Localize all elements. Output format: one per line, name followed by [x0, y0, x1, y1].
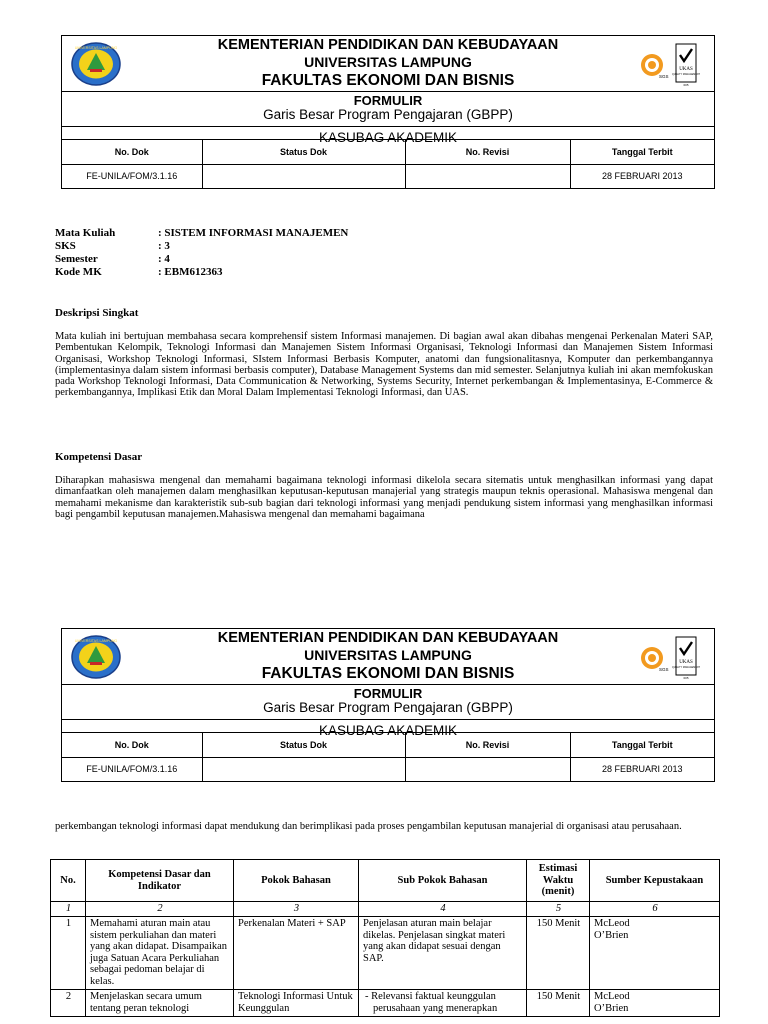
val-no-revisi — [405, 757, 570, 781]
form-title: Garis Besar Program Pengajaran (GBPP) — [62, 107, 714, 127]
course-info — [55, 227, 348, 279]
document-info-table — [62, 140, 714, 188]
table-row: 1 Memahami aturan main atau sistem perkuliahan dan materi yang akan didapat. Disampaikan juga Satuan Acara Perkuliahan sebagai pedoman belajar di kelas. Perkenalan Materi + SAP Penjelasan aturan main belajar dikelas. Penjelasan singkat materi yang akan didapat sesuai dengan SAP. 150 Menit McLeod O’Brien — [51, 917, 720, 990]
gbpp-table — [50, 859, 720, 1017]
th-sumber-kepustakaan: Sumber Kepustakaan — [590, 860, 720, 902]
document-header-1 — [61, 35, 715, 189]
svg-text:UNIVERSITAS LAMPUNG: UNIVERSITAS LAMPUNG — [74, 46, 118, 50]
course-row: Mata Kuliah : SISTEM INFORMASI MANAJEMEN — [55, 227, 349, 239]
col-no-revisi: No. Revisi — [405, 733, 570, 757]
th-kompetensi: Kompetensi Dasar dan Indikator — [86, 860, 234, 902]
column-number-row: 1 2 3 4 5 6 — [51, 902, 720, 917]
ministry-title: KEMENTERIAN PENDIDIKAN DAN KEBUDAYAAN — [217, 630, 559, 646]
svg-text:UKAS: UKAS — [679, 67, 693, 72]
unit-title: KASUBAG AKADEMIK — [318, 723, 458, 738]
form-label: FORMULIR — [353, 93, 423, 108]
val-tanggal-terbit: 28 FEBRUARI 2013 — [570, 164, 714, 188]
th-no: No. — [51, 860, 86, 902]
deskripsi-text: Mata kuliah ini bertujuan membahasa secara komprehensif sistem Informasi manajemen. Di bagian awal akan dibahas mengenai Perkenalan Materi SAP, Pembentukan Kelompik, Teknologi Informasi dan Manajemen Sistem Informasi Organisasi, Teknologi Informasi dan Manajemen Sistem Informasi Organisasi, Workshop Teknologi Informasi, SIstem Informasi Berbasis Komputer, anatomi dan fungsionalitasnya, Komputer dan perkembangannya (implementasinya dalam sistem informasi berbasis computer), Database Management Systems dan mid semester. Selanjutnya kuliah ini akan memfokuskan pada Workshop Teknologi Informasi, Data Communication & Networking, Systems Security, Internet perkembangan & Implementasinya, E-Commerce & perkembangannya, Implikasi Etik dan Moral Dalam Implementasi Teknologi Informasi, dan UAS. — [55, 331, 713, 399]
val-status-dok — [202, 164, 405, 188]
header-title-band — [62, 36, 714, 92]
document-header-2 — [61, 628, 715, 782]
form-label: FORMULIR — [353, 686, 423, 701]
col-no-dok: No. Dok — [62, 733, 202, 757]
certification-logos — [636, 634, 700, 680]
kompetensi-text: Diharapkan mahasiswa mengenal dan memahami bagaimana teknologi informasi dikelola secara sitematis untuk menghasilkan informasi yang dapat dimanfaatkan oleh manajemen dalam menghasilkan keputusan-keputusan manajerial yang strategis maupun teknis operasional. Mahasiswa mengenal dan memahami mekanisme dan karakteristik sub-sub bagian dari teknologi informasi yang menjadi pendukung sistem informasi yang menghasilkan informasi bagi pengambil keputusan manajemen.Mahasiswa mengenal dan memahami bagaimana — [55, 475, 713, 520]
svg-text:SGS: SGS — [659, 74, 669, 79]
svg-text:QUALITY MANAGEMENT: QUALITY MANAGEMENT — [672, 73, 700, 76]
col-no-dok: No. Dok — [62, 140, 202, 164]
val-no-dok: FE-UNILA/FOM/3.1.16 — [62, 164, 202, 188]
kompetensi-heading: Kompetensi Dasar — [55, 451, 143, 463]
th-sub-pokok-bahasan: Sub Pokok Bahasan — [359, 860, 527, 902]
svg-text:005: 005 — [683, 83, 689, 87]
university-title: UNIVERSITAS LAMPUNG — [304, 54, 472, 70]
th-pokok-bahasan: Pokok Bahasan — [234, 860, 359, 902]
document-info-table — [62, 733, 714, 781]
header-title-band — [62, 629, 714, 685]
svg-text:UKAS: UKAS — [679, 660, 693, 665]
unit-title: KASUBAG AKADEMIK — [318, 130, 458, 145]
faculty-title: FAKULTAS EKONOMI DAN BISNIS — [261, 72, 515, 89]
val-no-dok: FE-UNILA/FOM/3.1.16 — [62, 757, 202, 781]
course-row: Kode MK : EBM612363 — [55, 266, 223, 278]
col-status-dok: Status Dok — [202, 140, 405, 164]
course-row: Semester : 4 — [55, 253, 170, 265]
col-status-dok: Status Dok — [202, 733, 405, 757]
val-tanggal-terbit: 28 FEBRUARI 2013 — [570, 757, 714, 781]
form-title-band — [62, 685, 714, 738]
faculty-title: FAKULTAS EKONOMI DAN BISNIS — [261, 665, 515, 682]
table-header-row — [51, 860, 720, 902]
val-no-revisi — [405, 164, 570, 188]
certification-logos — [636, 41, 700, 87]
svg-text:QUALITY MANAGEMENT: QUALITY MANAGEMENT — [672, 666, 700, 669]
svg-text:SGS: SGS — [659, 667, 669, 672]
val-status-dok — [202, 757, 405, 781]
table-row: 2 Menjelaskan secara umum tentang peran teknologi Teknologi Informasi Untuk Keunggulan - Relevansi faktual keunggulan perusahaan yang menerapkan 150 Menit McLeod O’Brien — [51, 990, 720, 1017]
kompetensi-continued-text: perkembangan teknologi informasi dapat mendukung dan berimplikasi pada proses pengambilan keputusan manajerial di organisasi atau perusahaan. — [55, 821, 682, 832]
svg-text:UNIVERSITAS LAMPUNG: UNIVERSITAS LAMPUNG — [74, 639, 118, 643]
course-row: SKS : 3 — [55, 240, 170, 252]
col-tanggal-terbit: Tanggal Terbit — [570, 733, 714, 757]
deskripsi-heading: Deskripsi Singkat — [55, 307, 139, 319]
form-title-band — [62, 92, 714, 145]
form-title: Garis Besar Program Pengajaran (GBPP) — [62, 700, 714, 720]
ministry-title: KEMENTERIAN PENDIDIKAN DAN KEBUDAYAAN — [217, 37, 559, 53]
col-tanggal-terbit: Tanggal Terbit — [570, 140, 714, 164]
col-no-revisi: No. Revisi — [405, 140, 570, 164]
university-title: UNIVERSITAS LAMPUNG — [304, 647, 472, 663]
th-estimasi-waktu: Estimasi Waktu (menit) — [527, 860, 590, 902]
svg-text:005: 005 — [683, 676, 689, 680]
